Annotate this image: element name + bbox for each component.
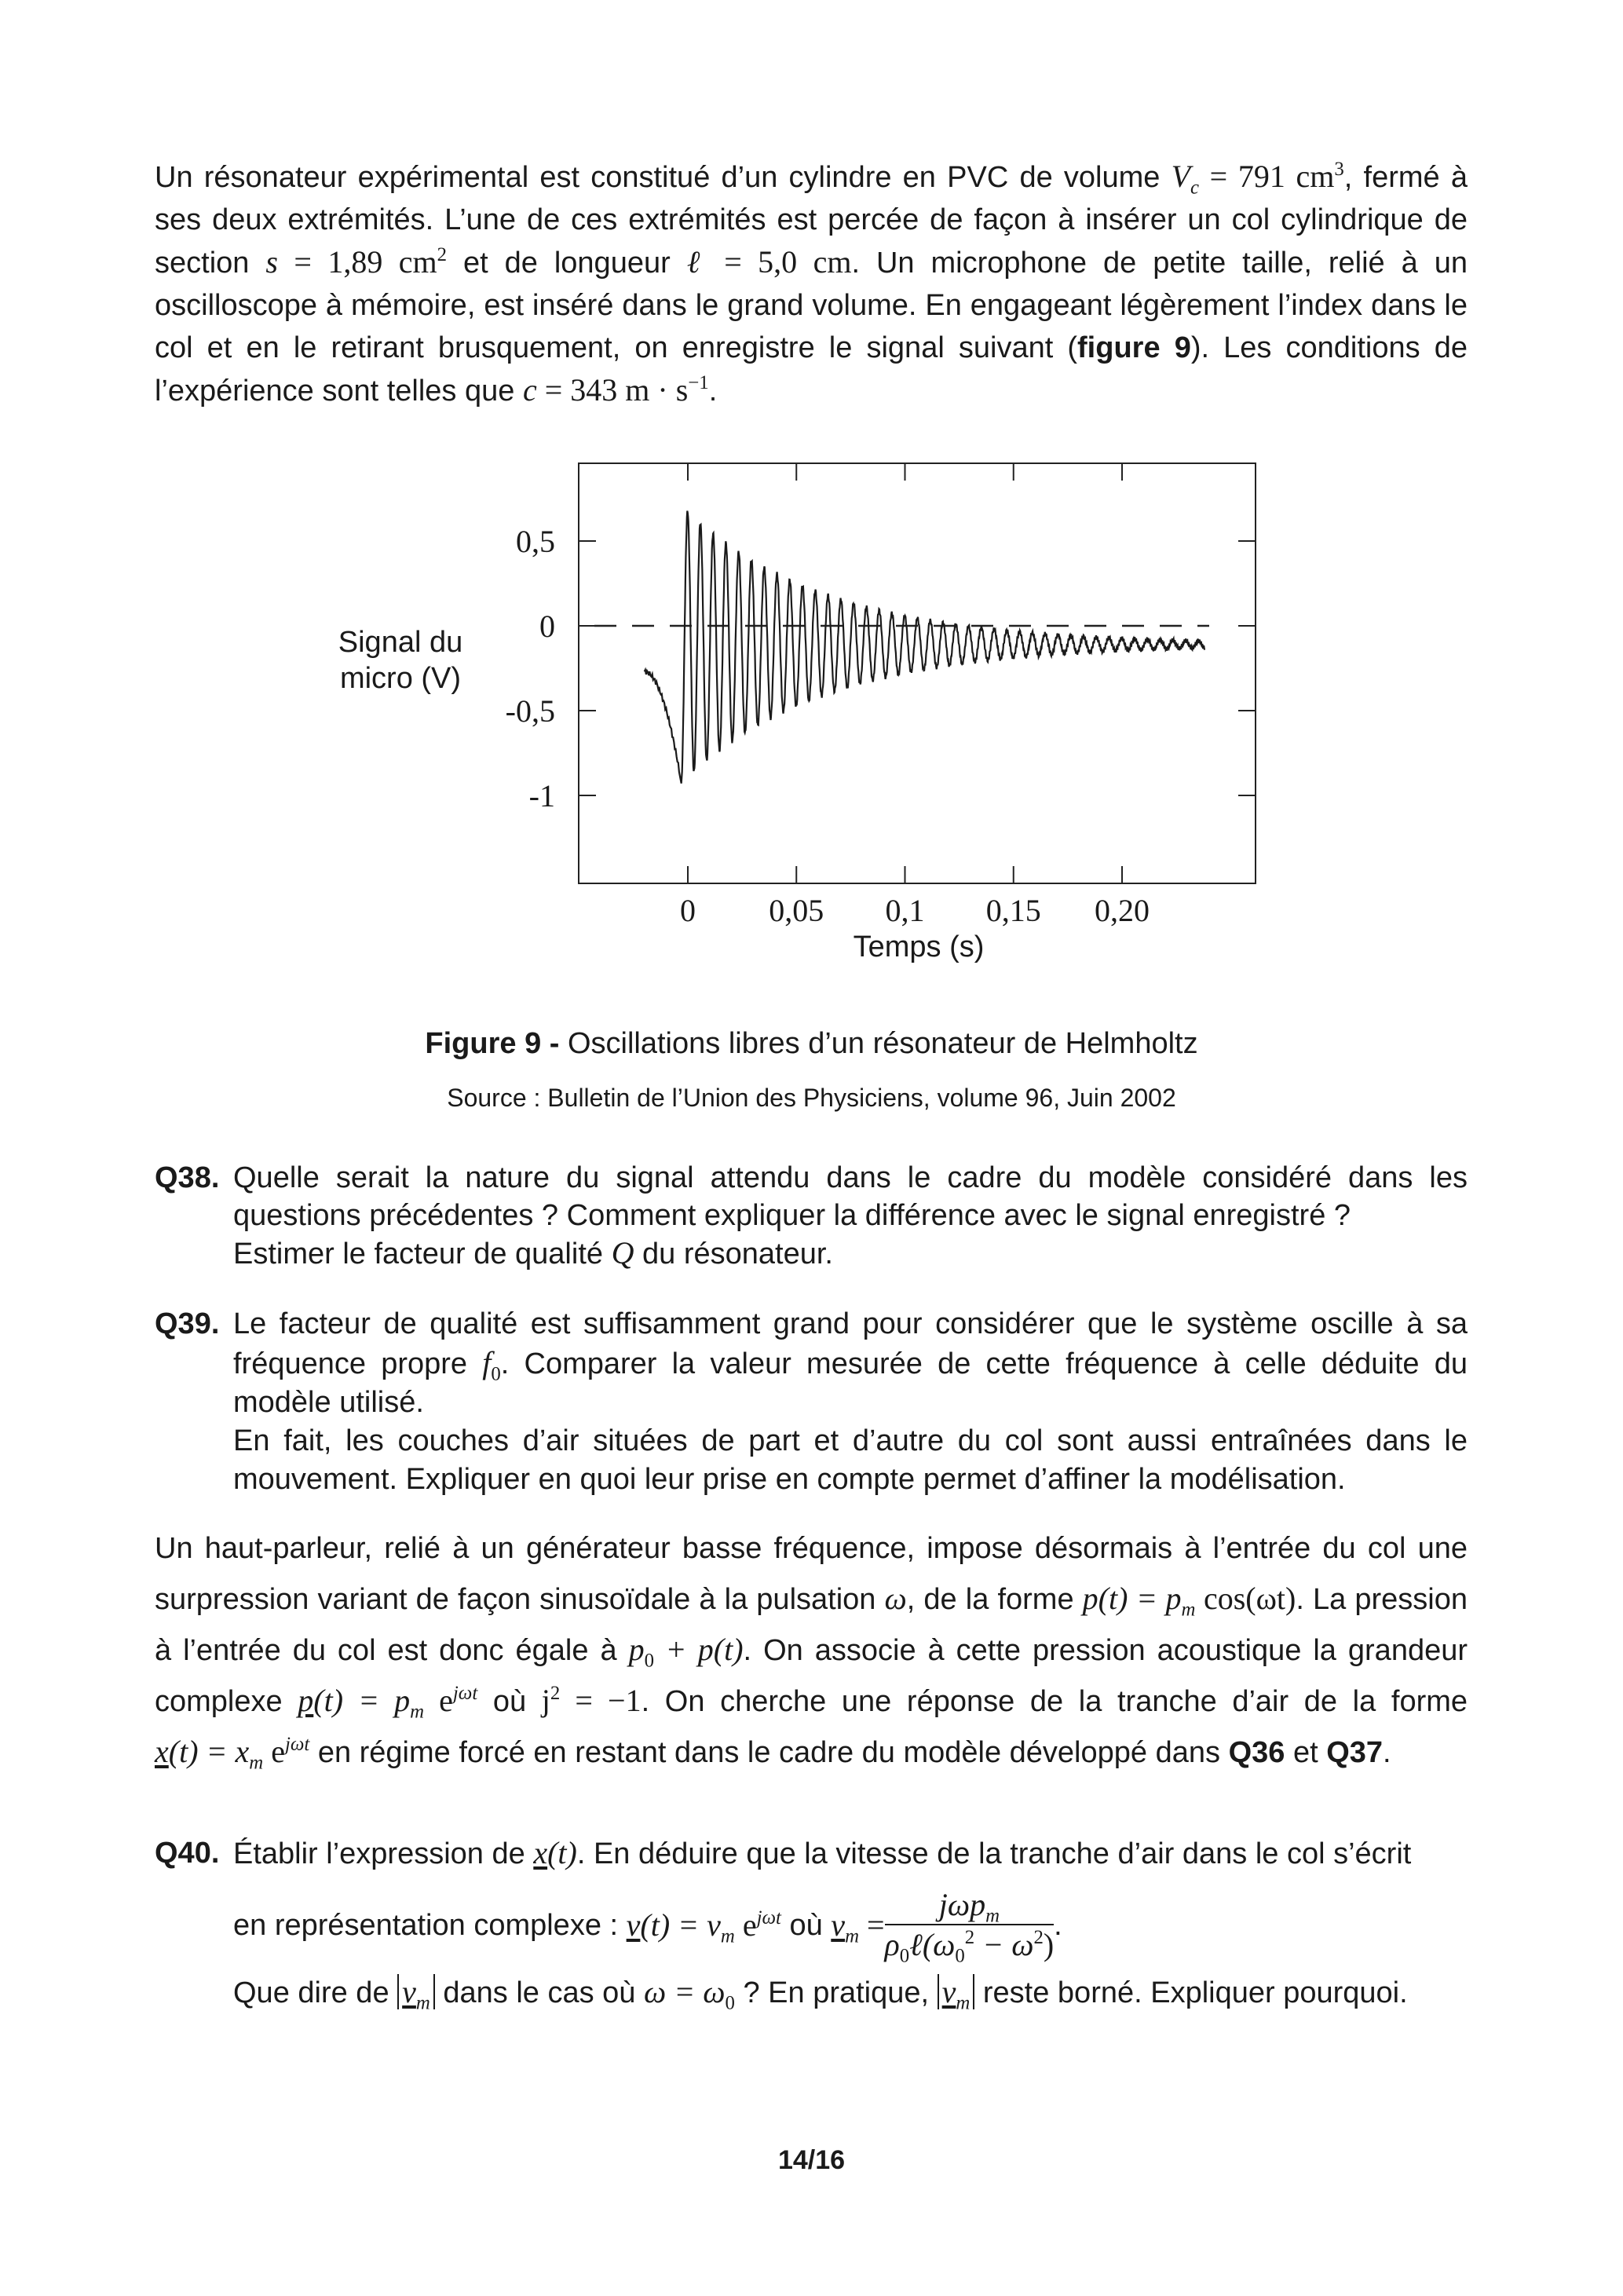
y-tick-label: -1 <box>528 778 555 813</box>
y-tick-label: 0 <box>539 609 555 644</box>
question-label: Q39. <box>155 1307 220 1340</box>
figure-source: Source : Bulletin de l’Union des Physiciens, volume 96, Juin 2002 <box>447 1084 1176 1112</box>
question-label: Q40. <box>155 1837 220 1870</box>
x-tick-label: 0 <box>680 893 696 928</box>
question-q39: Q39. Le facteur de qualité est suffisamment grand pour considérer que le système oscille à sa fréquence propre $f_0$. Comparer la valeur mesurée de cette fréquence à celle déduite du modèle utilisé. En fait, les couches d’air situées de part et d’autre du col sont aussi entraînées dans le mouvement. Expliquer en quoi leur prise en compte permet d’affiner la modélisation. <box>155 1305 1468 1499</box>
x-tick-label: 0,15 <box>985 893 1041 928</box>
plot-frame <box>579 463 1256 883</box>
math-section: s = 1,89 $cm^2$ <box>265 244 447 280</box>
question-q40: Q40. Établir l’expression de x(t). En déduire que la vitesse de la tranche d’air dans le col s’écrit en représentation complexe : $v(t) = v_m$ $e^{j\omega t}$ où $v_m$ = $\frac{j\omega p_m}{\rho_0\ell(\omega_0^2 - \omega^2)}$ . Que dire de $v_m$ dans le cas où $\omega = \omega_0$ ? En pratique, $v_m$ reste borné. Expliquer pourquoi. <box>155 1835 1412 2014</box>
y-tick-label: 0,5 <box>516 524 555 559</box>
question-q38: Q38. Quelle serait la nature du signal attendu dans le cadre du modèle considéré dans les questions précédentes ? Comment expliquer la différence avec le signal enregistré ? Estimer le facteur de qualité Q du résonateur. <box>155 1159 1468 1273</box>
math-length: ℓ = 5,0 cm <box>686 244 852 280</box>
math-volume: $V_c = 791$ $cm^3$ <box>1171 159 1344 199</box>
y-tick-label: -0,5 <box>505 693 555 729</box>
chart-x-axis-label: Temps (s) <box>853 930 985 963</box>
question-label: Q38. <box>155 1161 220 1194</box>
forced-regime-paragraph: Un haut-parleur, relié à un générateur basse fréquence, impose désormais à l’entrée du col une surpression variant de façon sinusoïdale à la pulsation ω, de la forme $p(t) = p_m$ cos(ωt). La pression à l’entrée du col est donc égale à $p_0 + p(t)$. On associe à cette pression acoustique la grandeur complexe $p(t) = p_m$ $e^{j\omega t}$ où $j^2 = -1$. On cherche une réponse de la tranche d’air de la forme $x(t) = x_m$ $e^{j\omega t}$ en régime forcé en restant dans le cadre du modèle développé dans Q36 et Q37. <box>155 1532 1468 1774</box>
page-number: 14/16 <box>777 2145 846 2175</box>
oscilloscope-chart <box>0 0 1623 1021</box>
intro-paragraph: Un résonateur expérimental est constitué d’un cylindre en PVC de volume $V_c = 791$ $cm^3$, fermé à ses deux extrémités. L’une de ces extrémités est percée de façon à insérer un col cylindrique de section s = 1,89 $cm^2$ et de longueur ℓ = 5,0 cm. Un microphone de petite taille, relié à un oscilloscope à mémoire, est inséré dans le grand volume. En engageant légèrement l’index dans le col et en le retirant brusquement, on enregistre le signal suivant (figure 9). Les conditions de l’expérience sont telles que c = 343 $m \cdot s^{-1}$. <box>155 159 1468 408</box>
x-tick-label: 0,05 <box>769 893 824 928</box>
math-sound-speed: c = 343 $m \cdot s^{-1}$ <box>522 372 709 408</box>
velocity-fraction: $\frac{j\omega p_m}{\rho_0\ell(\omega_0^2 - \omega^2)}$ <box>884 1887 1055 1967</box>
chart-y-axis-label: Signal du micro (V) <box>338 626 463 695</box>
x-tick-label: 0,1 <box>885 893 925 928</box>
figure-caption: Figure 9 - Oscillations libres d’un résonateur de Helmholtz <box>425 1027 1198 1060</box>
x-tick-label: 0,20 <box>1095 893 1150 928</box>
signal-trace <box>645 511 1204 784</box>
